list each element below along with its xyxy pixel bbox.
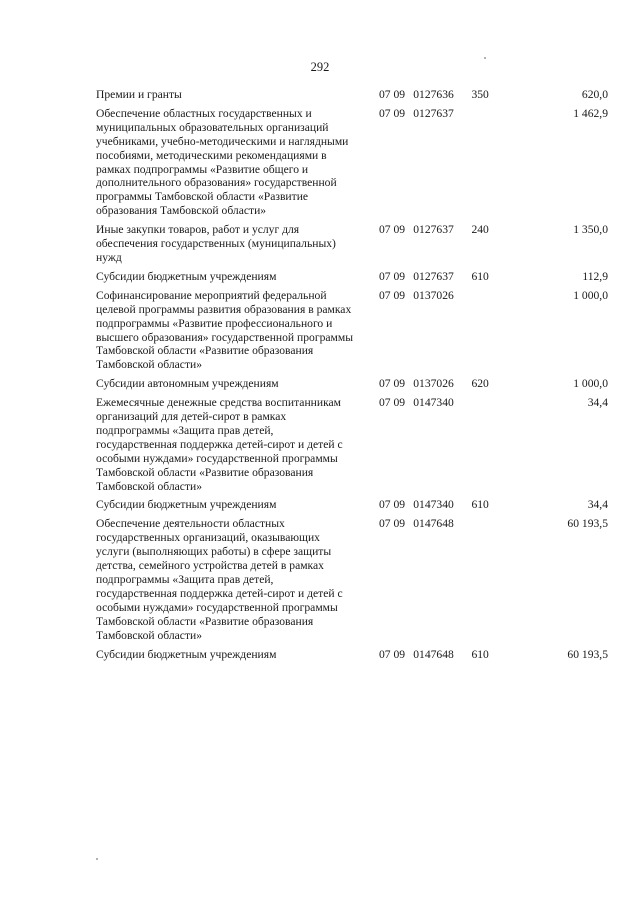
row-name: Обеспечение деятельности областных государственных организаций, оказывающих услуги (выполняющих работы) в сфере защиты детства, семейного устройства детей в рамках подпрограммы «Защита прав детей, государственная поддержка детей-сирот и детей с особыми нуждами» государственной программы Тамбовской области «Развитие образования Тамбовской области»: [96, 517, 343, 642]
row-target-code: 0147648: [413, 517, 454, 531]
row-amount: 1 462,9: [573, 106, 608, 120]
row-section-code: 07 09: [379, 269, 406, 283]
row-amount: 60 193,5: [567, 517, 608, 531]
row-expense-code: 610: [471, 498, 489, 512]
table-row: [96, 289, 608, 377]
row-section-code: 07 09: [379, 223, 406, 237]
row-section-code: 07 09: [379, 106, 406, 120]
table-row: [96, 396, 608, 498]
row-expense-code: 610: [471, 647, 489, 661]
budget-table: [96, 88, 608, 666]
row-name: Субсидии бюджетным учреждениям: [96, 647, 277, 661]
row-amount: 34,4: [587, 396, 608, 410]
row-amount: 620,0: [581, 88, 608, 101]
table-row: [96, 648, 608, 667]
row-expense-code: [471, 396, 511, 498]
row-target-code: 0127636: [413, 88, 454, 101]
row-section-code: 07 09: [379, 647, 406, 661]
row-section-code: 07 09: [379, 288, 406, 302]
row-expense-code: 620: [471, 377, 489, 391]
row-name: Субсидии бюджетным учреждениям: [96, 498, 277, 512]
row-name: Субсидии бюджетным учреждениям: [96, 269, 277, 283]
page-number: 292: [310, 60, 330, 74]
row-amount: 60 193,5: [567, 647, 608, 661]
row-amount: 1 350,0: [573, 223, 608, 237]
row-name: Иные закупки товаров, работ и услуг для обеспечения государственных (муниципальных) нужд: [96, 223, 336, 264]
table-row: [96, 223, 608, 270]
table-row: [96, 270, 608, 289]
row-expense-code: [471, 289, 511, 377]
row-name: Субсидии автономным учреждениям: [96, 377, 279, 391]
row-target-code: 0137026: [413, 288, 454, 302]
row-target-code: 0137026: [413, 377, 454, 391]
row-section-code: 07 09: [379, 498, 406, 512]
row-amount: 1 000,0: [573, 377, 608, 391]
row-section-code: 07 09: [379, 396, 406, 410]
table-row: [96, 377, 608, 396]
table-row: [96, 517, 608, 647]
row-section-code: 07 09: [379, 88, 406, 101]
row-name: Премии и гранты: [96, 88, 182, 101]
table-row: [96, 88, 608, 107]
row-target-code: 0127637: [413, 269, 454, 283]
table-row: [96, 107, 608, 223]
row-amount: 1 000,0: [573, 288, 608, 302]
row-target-code: 0147340: [413, 498, 454, 512]
row-expense-code: [471, 517, 511, 647]
row-expense-code: [471, 107, 511, 223]
table-row: [96, 498, 608, 517]
row-name: Обеспечение областных государственных и муниципальных образовательных организаций учебниками, учебно-методическими и наглядными пособиями, методическими рекомендациями в рамках подпрограммы «Развитие общего и дополнительного образования» государственной программы Тамбовской области «Развитие образования Тамбовской области»: [96, 106, 349, 218]
scan-speck: [96, 858, 98, 860]
scan-speck: [484, 57, 486, 59]
row-expense-code: 610: [471, 269, 489, 283]
row-amount: 34,4: [587, 498, 608, 512]
row-amount: 112,9: [582, 269, 608, 283]
row-section-code: 07 09: [379, 377, 406, 391]
row-expense-code: 350: [471, 88, 489, 101]
row-name: Ежемесячные денежные средства воспитанникам организаций для детей-сирот в рамках подпрограммы «Защита прав детей, государственная поддержка детей-сирот и детей с особыми нуждами» государственной программы Тамбовской области «Развитие образования Тамбовской области»: [96, 396, 343, 493]
row-expense-code: 240: [471, 223, 489, 237]
row-name: Софинансирование мероприятий федеральной целевой программы развития образования в рамках подпрограммы «Развитие профессионального и высшего образования» государственной программы Тамбовской области «Развитие образования Тамбовской области»: [96, 288, 353, 372]
row-section-code: 07 09: [379, 517, 406, 531]
row-target-code: 0147648: [413, 647, 454, 661]
row-target-code: 0127637: [413, 106, 454, 120]
row-target-code: 0147340: [413, 396, 454, 410]
row-target-code: 0127637: [413, 223, 454, 237]
